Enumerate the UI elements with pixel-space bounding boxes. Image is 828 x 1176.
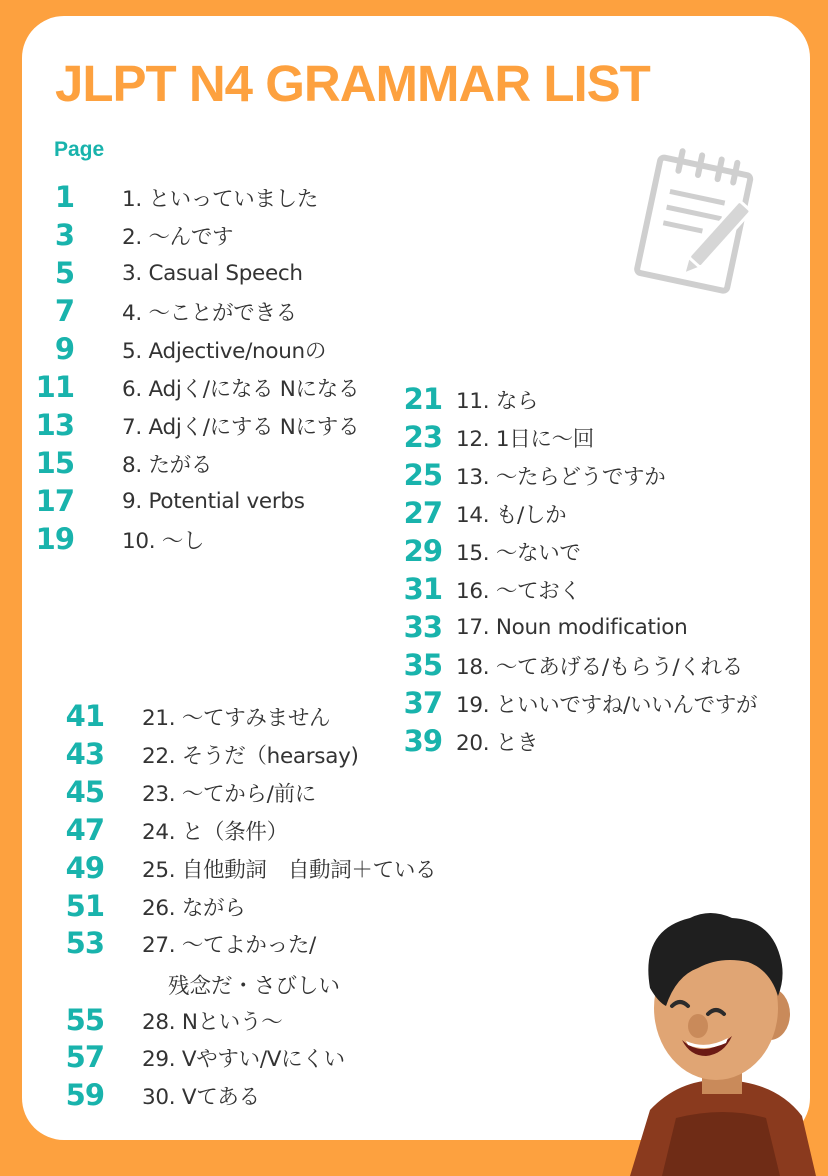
page-number: 27 [403,496,442,530]
grammar-label: 12. 1日に～回 [456,426,595,452]
grammar-label: 24. と（条件） [142,819,288,845]
page-number: 33 [403,610,442,644]
page-number: 59 [65,1078,104,1112]
page-number: 45 [65,775,104,809]
page-number: 29 [403,534,442,568]
page-number: 53 [65,926,104,960]
page-number: 51 [65,889,104,923]
list-item [22,849,436,887]
page-number: 11 [35,370,74,404]
list-item [396,494,566,532]
page-number: 55 [65,1003,104,1037]
page-number: 13 [35,408,74,442]
list-item [22,1038,345,1076]
grammar-label: 27. ～てよかった/ [142,932,316,958]
page-number: 57 [65,1040,104,1074]
list-item [396,456,665,494]
list-item [22,773,316,811]
list-item [396,570,581,608]
page-number: 47 [65,813,104,847]
grammar-label: 16. ～ておく [456,578,581,604]
page-number: 5 [54,256,74,290]
list-item [22,1001,282,1039]
grammar-label: 13. ～たらどうですか [456,464,666,490]
list-item [396,684,757,722]
list-item [20,330,326,368]
grammar-label: 26. ながら [142,895,246,921]
list-item [20,444,212,482]
list-item [20,178,318,216]
grammar-label: 7. Adjく/にする Nにする [122,414,360,440]
page-number: 49 [65,851,104,885]
grammar-label: 17. Noun modification [456,614,688,640]
list-item [22,924,316,962]
page-number: 23 [403,420,442,454]
page-title: JLPT N4 GRAMMAR LIST [55,55,650,112]
grammar-label: 22. そうだ（hearsay) [142,743,359,769]
page-column-label: Page [54,138,105,161]
page-number: 25 [403,458,442,492]
list-item [20,292,297,330]
page-number: 21 [403,382,442,416]
grammar-label: 1. といっていました [122,186,319,212]
list-item [20,520,204,558]
list-item [396,608,688,646]
page-number: 43 [65,737,104,771]
list-item [20,216,233,254]
page-number: 41 [65,699,104,733]
grammar-label: 10. ～し [122,528,205,554]
page-number: 9 [54,332,74,366]
page-number: 37 [403,686,442,720]
list-item [396,646,743,684]
grammar-label: 6. Adjく/になる Nになる [122,376,360,402]
grammar-label: 21. ～てすみません [142,705,331,731]
smiling-boy-illustration [620,910,828,1176]
page-number: 31 [403,572,442,606]
page-number: 17 [35,484,74,518]
list-item [396,418,594,456]
list-item [396,532,581,570]
grammar-label-continuation: 残念だ・さびしい [168,974,341,999]
list-item [396,380,538,418]
grammar-label: 18. ～てあげる/もらう/くれる [456,654,743,680]
grammar-label: 19. といいですね/いいんですが [456,692,758,718]
page-number: 39 [403,724,442,758]
list-item [22,697,330,735]
grammar-label: 2. ～んです [122,224,234,250]
notepad-pencil-icon [628,148,778,298]
grammar-label: 28. Nという～ [142,1009,283,1035]
grammar-label: 20. とき [456,730,539,756]
grammar-label: 14. も/しか [456,502,567,528]
page-number: 3 [54,218,74,252]
grammar-label: 23. ～てから/前に [142,781,316,807]
grammar-label: 29. Vやすい/Vにくい [142,1046,345,1072]
list-item [22,735,359,773]
list-item [22,811,288,849]
page-number: 15 [35,446,74,480]
grammar-label: 8. たがる [122,452,213,478]
list-item [20,406,359,444]
grammar-label: 30. Vてある [142,1084,260,1110]
grammar-label: 11. なら [456,388,539,414]
grammar-label: 3. Casual Speech [122,260,303,286]
grammar-label: 5. Adjective/nounの [122,338,327,364]
page-number: 19 [35,522,74,556]
list-item [22,1076,260,1114]
grammar-label: 9. Potential verbs [122,488,305,514]
page-number: 35 [403,648,442,682]
list-item [20,368,359,406]
list-item [396,722,538,760]
grammar-label: 25. 自他動詞 自動詞＋ている [142,857,437,883]
grammar-label: 15. ～ないで [456,540,581,566]
page-number: 7 [54,294,74,328]
list-item [20,482,305,520]
page-number: 1 [54,180,74,214]
list-item [22,887,245,925]
list-item [20,254,303,292]
grammar-label: 4. ～ことができる [122,300,297,326]
